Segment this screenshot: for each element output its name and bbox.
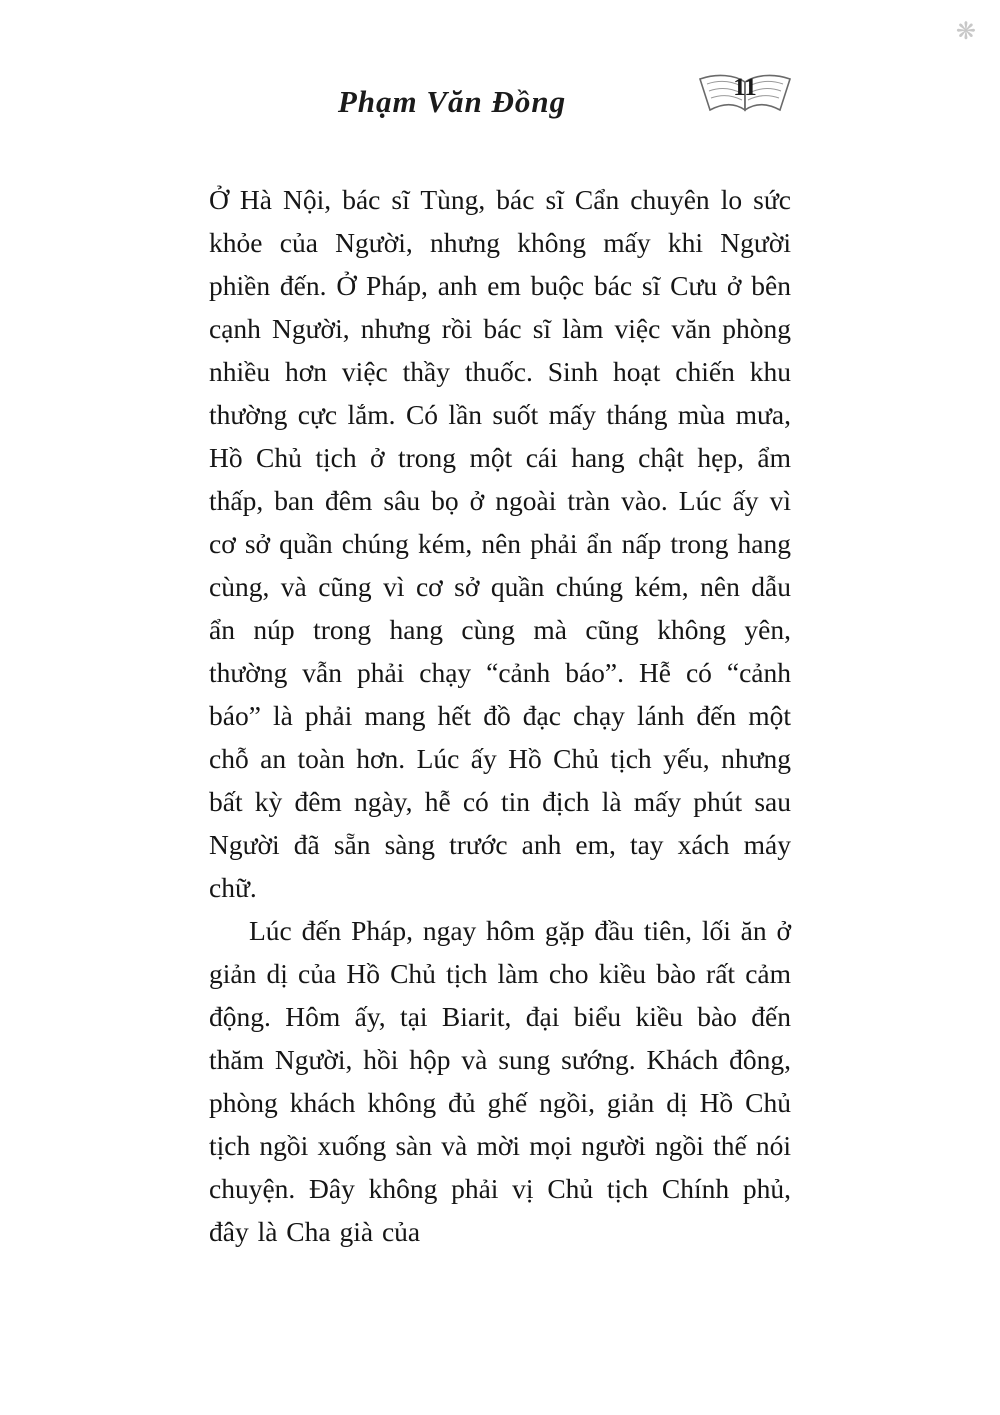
flower-ornament-icon: ❋ [955, 19, 976, 45]
running-head-title: Phạm Văn Đồng [337, 84, 567, 119]
page-number: 11 [733, 74, 757, 101]
page-body [209, 178, 791, 1253]
paragraph: Ở Hà Nội, bác sĩ Tùng, bác sĩ Cẩn chuyên lo sức khỏe của Người, nhưng không mấy khi Người phiền đến. Ở Pháp, anh em buộc bác sĩ Cưu ở bên cạnh Người, nhưng rồi bác sĩ làm việc văn phòng nhiều hơn việc thầy thuốc. Sinh hoạt chiến khu thường cực lắm. Có lần suốt mấy tháng mùa mưa, Hồ Chủ tịch ở trong một cái hang chật hẹp, ẩm thấp, ban đêm sâu bọ ở ngoài tràn vào. Lúc ấy vì cơ sở quần chúng kém, nên phải ẩn nấp trong hang cùng, và cũng vì cơ sở quần chúng kém, nên dẫu ẩn núp trong hang cùng mà cũng không yên, thường vẫn phải chạy “cảnh báo”. Hễ có “cảnh báo” là phải mang hết đồ đạc chạy lánh đến một chỗ an toàn hơn. Lúc ấy Hồ Chủ tịch yếu, nhưng bất kỳ đêm ngày, hễ có tin địch là mấy phút sau Người đã sẵn sàng trước anh em, tay xách máy chữ. [209, 184, 791, 903]
page-header [209, 0, 791, 150]
paragraph: Lúc đến Pháp, ngay hôm gặp đầu tiên, lối ăn ở giản dị của Hồ Chủ tịch làm cho kiều bào rất cảm động. Hôm ấy, tại Biarit, đại biểu kiều bào đến thăm Người, hồi hộp và sung sướng. Khách đông, phòng khách không đủ ghế ngồi, giản dị Hồ Chủ tịch ngồi xuống sàn và mời mọi người ngồi thế nói chuyện. Đây không phải vị Chủ tịch Chính phủ, đây là Cha già của [209, 915, 791, 1247]
page-number-ornament [695, 72, 795, 120]
